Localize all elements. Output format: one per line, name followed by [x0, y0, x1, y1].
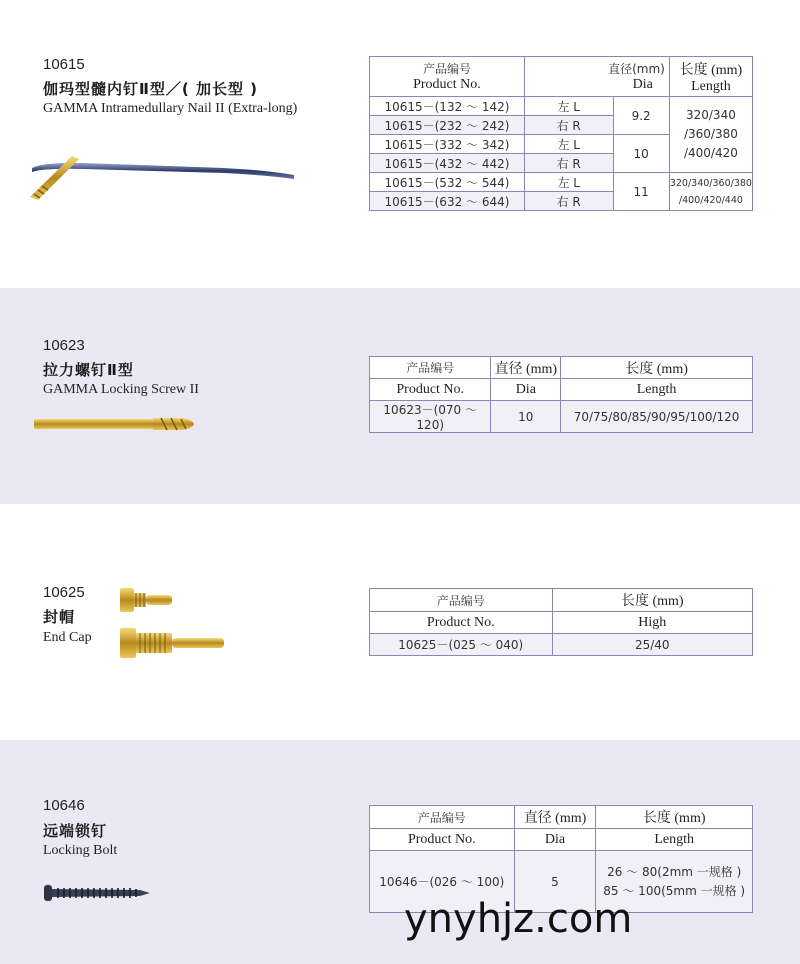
table-cell-product-no: 10625－(025 ～ 040)	[370, 634, 553, 656]
table-cell-side: 左 L	[524, 97, 613, 116]
watermark: ynyhjz.com	[404, 896, 633, 942]
table-cell-dia: 11	[613, 173, 669, 211]
table-cell-dia: 9.2	[613, 97, 669, 135]
table-cell-length: 26 ～ 80(2mm 一规格 ) 85 ～ 100(5mm 一规格 )	[596, 851, 753, 913]
header-product-en: Product No.	[370, 612, 553, 634]
product-name-en: Locking Bolt	[43, 843, 118, 858]
table-cell-product-no: 10615－(132 ～ 142)	[370, 97, 525, 116]
table-cell-side: 右 R	[524, 116, 613, 135]
table-cell-product-no: 10615－(532 ～ 544)	[370, 173, 525, 192]
end-cap-image	[116, 582, 232, 662]
header-length: 长度 (mm)	[596, 806, 753, 829]
header-dia-en: Dia	[491, 379, 561, 401]
product-name-cn: 伽玛型髓内钉Ⅱ型／( 加长型 )	[43, 80, 259, 98]
header-length: 长度 (mm) Length	[669, 57, 752, 97]
table-cell-dia: 5	[514, 851, 596, 913]
table-cell-product-no: 10615－(632 ～ 644)	[370, 192, 525, 211]
header-dia: 直径(mm) Dia	[524, 57, 669, 97]
table-cell-product-no: 10615－(432 ～ 442)	[370, 154, 525, 173]
table-cell-product-no: 10623－(070 ～ 120)	[370, 401, 491, 433]
table-cell-length: 70/75/80/85/90/95/100/120	[561, 401, 753, 433]
spec-table-10623	[369, 356, 753, 433]
table-cell-dia: 10	[613, 135, 669, 173]
header-product-en: Product No.	[370, 829, 515, 851]
header-length: 长度 (mm)	[561, 357, 753, 379]
table-cell-product-no: 10646－(026 ～ 100)	[370, 851, 515, 913]
table-cell-side: 左 L	[524, 135, 613, 154]
table-cell-length: 320/340/360/380 /400/420/440	[669, 173, 752, 211]
spec-table-10615	[369, 56, 753, 211]
header-length-en: Length	[596, 829, 753, 851]
table-cell-side: 左 L	[524, 173, 613, 192]
table-cell-product-no: 10615－(232 ～ 242)	[370, 116, 525, 135]
locking-screw-image	[33, 414, 208, 434]
header-product: 产品编号	[370, 357, 491, 379]
table-cell-dia: 10	[491, 401, 561, 433]
table-cell-side: 右 R	[524, 192, 613, 211]
product-code: 10623	[43, 337, 85, 354]
table-cell-side: 右 R	[524, 154, 613, 173]
header-dia: 直径 (mm)	[514, 806, 596, 829]
locking-bolt-image	[42, 882, 154, 904]
table-cell-length: 320/340 /360/380 /400/420	[669, 97, 752, 173]
header-product-en: Product No.	[370, 379, 491, 401]
product-code: 10615	[43, 56, 85, 73]
header-dia: 直径 (mm)	[491, 357, 561, 379]
header-product: 产品编号	[370, 806, 515, 829]
header-length-en: Length	[561, 379, 753, 401]
header-product: 产品编号	[370, 589, 553, 612]
header-dia-en: Dia	[514, 829, 596, 851]
product-code: 10646	[43, 797, 85, 814]
product-name-en: End Cap	[43, 630, 92, 645]
product-name-en: GAMMA Locking Screw II	[43, 382, 199, 397]
header-length-en: High	[552, 612, 752, 634]
header-length: 长度 (mm)	[552, 589, 752, 612]
product-code: 10625	[43, 584, 85, 601]
table-cell-product-no: 10615－(332 ～ 342)	[370, 135, 525, 154]
product-name-en: GAMMA Intramedullary Nail II (Extra-long)	[43, 101, 298, 116]
spec-table-10625	[369, 588, 753, 656]
intramedullary-nail-image	[24, 148, 304, 208]
header-product: 产品编号 Product No.	[370, 57, 525, 97]
product-name-cn: 远端锁钉	[43, 822, 108, 840]
product-name-cn: 拉力螺钉Ⅱ型	[43, 361, 134, 379]
product-name-cn: 封帽	[43, 608, 76, 626]
table-cell-length: 25/40	[552, 634, 752, 656]
